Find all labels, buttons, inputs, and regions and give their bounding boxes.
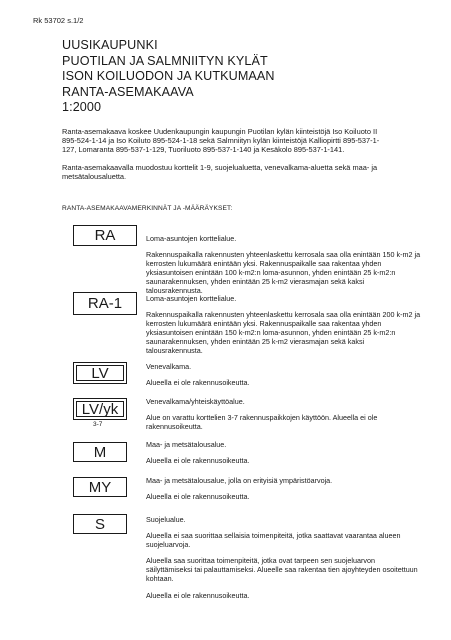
legend-symbol: MY [73, 477, 127, 497]
legend-description-paragraph: Alueella ei saa suorittaa sellaisia toimenpiteitä, jotka saattavat vaarantaa alueen suojeluarvoja. [146, 531, 401, 550]
legend-description-paragraph: Alue on varattu korttelien 3-7 rakennuspaikkojen käyttöön. Alueella ei ole rakennusoikeutta. [146, 413, 378, 432]
legend-description-paragraph: Rakennuspaikalla rakennusten yhteenlaskettu kerrosala saa olla enintään 150 k-m2 ja kerrosten lukumäärä enintään yksi. Rakennuspaikalle saa rakentaa yhden yksiasuntoisen enintään 100 k-m2:n loma-asunnon, yhden enintään 25 k-m2:n saunarakennuksen, yhden enintään 25 k-m2 vierasmajan sekä kaksi talousrakennusta. [146, 250, 421, 296]
intro-text [62, 127, 392, 189]
legend-symbol: RA-1 [73, 292, 137, 315]
legend-description-paragraph: Venevalkama/yhteiskäyttöalue. [146, 397, 245, 406]
section-heading: RANTA-ASEMAKAAVAMERKINNÄT JA -MÄÄRÄYKSET: [62, 205, 233, 212]
legend-symbol: RA [73, 225, 137, 246]
title-line-scale: 1:2000 [62, 100, 102, 115]
legend-symbol: S [73, 514, 127, 534]
legend-symbol: LV [73, 362, 127, 384]
legend-description-paragraph: Alueella saa suorittaa toimenpiteitä, jotka ovat tarpeen sen suojeluarvon säilyttämiseksi tai palauttamiseksi. Alueelle saa rakentaa tien ajoyhteyden osoitettuun kohtaan. [146, 556, 418, 584]
title-line-municipality: UUSIKAUPUNKI [62, 38, 158, 52]
legend-symbol-sub: 3-7 [93, 421, 103, 428]
intro-paragraph: Ranta-asemakaavalla muodostuu korttelit 1-9, suojelualuetta, venevalkama-aluetta sekä maa- ja metsätalousaluetta. [62, 162, 378, 181]
legend-description [146, 234, 421, 303]
legend-symbol: LV/yk [73, 398, 127, 420]
legend-description [146, 476, 421, 508]
legend-description-paragraph: Alueella ei ole rakennusoikeutta. [146, 492, 250, 502]
legend-description-paragraph: Venevalkama. [146, 362, 192, 371]
legend-description-paragraph: Maa- ja metsätalousalue, jolla on erityisiä ympäristöarvoja. [146, 476, 333, 485]
legend-description-paragraph: Alueella ei ole rakennusoikeutta. [146, 456, 250, 466]
legend-description-paragraph: Loma-asuntojen korttelialue. [146, 234, 237, 243]
legend-description [146, 294, 421, 363]
legend-symbol: M [73, 442, 127, 462]
legend-description-paragraph: Loma-asuntojen korttelialue. [146, 294, 237, 303]
legend-description-paragraph: Alueella ei ole rakennusoikeutta. [146, 378, 250, 388]
legend-description [146, 440, 421, 472]
plan-title [62, 38, 275, 116]
title-line-area: ISON KOILUODON JA KUTKUMAAN [62, 69, 275, 84]
legend-description-paragraph: Alueella ei ole rakennusoikeutta. [146, 590, 250, 600]
legend-description-paragraph: Rakennuspaikalla rakennusten yhteenlaskettu kerrosala saa olla enintään 200 k-m2 ja kerrosten lukumäärä enintään yksi. Rakennuspaikalle saa rakentaa yhden yksiasuntoisen enintään 150 k-m2:n loma-asunnon, yhden enintään 25 k-m2:n saunarakennuksen, yhden enintään 25 k-m2 vierasmajan sekä kaksi talousrakennusta. [146, 310, 421, 356]
legend-description-paragraph: Maa- ja metsätalousalue. [146, 440, 227, 449]
title-line-villages: PUOTILAN JA SALMNIITYN KYLÄT [62, 53, 268, 68]
legend-description [146, 515, 421, 607]
intro-paragraph: Ranta-asemakaava koskee Uudenkaupungin kaupungin Puotilan kylän kiinteistöjä Iso Koiluoto II 895-524-1-14 ja Iso Koiluto 895-524-1-18 sekä Salmniityn kylän kiinteistöjä Kalliopirtti 895-537-1-127, Lomaranta 895-537-1-129, Tuoriluoto 895-537-1-140 ja Kesäkolo 895-537-1-141. [62, 127, 380, 155]
document-reference: Rk 53702 s.1/2 [33, 16, 84, 25]
legend-description [146, 362, 421, 394]
title-line-plan-type: RANTA-ASEMAKAAVA [62, 84, 194, 99]
legend-description [146, 397, 421, 438]
legend-description-paragraph: Suojelualue. [146, 515, 186, 524]
